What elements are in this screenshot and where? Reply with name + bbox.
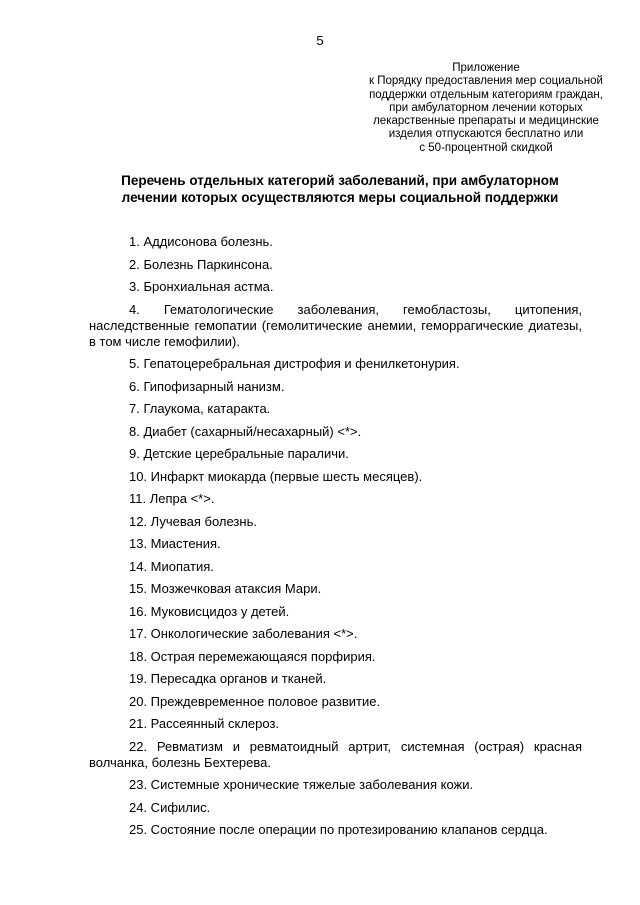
appendix-line: с 50-процентной скидкой — [419, 141, 553, 154]
list-item: 9. Детские церебральные параличи. — [129, 446, 349, 461]
list-item: 3. Бронхиальная астма. — [129, 279, 274, 294]
document-title — [80, 172, 600, 206]
list-item: 18. Острая перемежающаяся порфирия. — [129, 648, 376, 664]
list-item: 17. Онкологические заболевания <*>. — [129, 626, 358, 641]
list-item: 22. Ревматизм и ревматоидный артрит, системная (острая) красная волчанка, болезнь Бехтерева. — [89, 738, 582, 770]
title-line: лечении которых осуществляются меры социальной поддержки — [121, 190, 559, 205]
appendix-line: поддержки отдельным категориям граждан, — [369, 88, 603, 101]
appendix-line: изделия отпускаются бесплатно или — [388, 128, 584, 141]
list-item: 10. Инфаркт миокарда (первые шесть месяцев). — [129, 468, 423, 484]
list-item: 11. Лепра <*>. — [129, 491, 215, 506]
list-item: 8. Диабет (сахарный/несахарный) <*>. — [129, 423, 362, 439]
list-item: 23. Системные хронические тяжелые заболевания кожи. — [129, 777, 474, 792]
list-item: 7. Глаукома, катаракта. — [129, 401, 271, 416]
appendix-line: лекарственные препараты и медицинские — [373, 115, 599, 128]
list-item: 13. Миастения. — [129, 536, 221, 551]
appendix-line: Приложение — [452, 62, 520, 74]
list-item: 19. Пересадка органов и тканей. — [129, 671, 327, 686]
list-item: 24. Сифилис. — [129, 799, 211, 815]
list-item: 14. Миопатия. — [129, 558, 214, 574]
appendix-line: при амбулаторном лечении которых — [389, 101, 583, 114]
list-item: 4. Гематологические заболевания, гемобластозы, цитопения, наследственные гемопатии (гемолитические анемии, геморрагические диатезы, в том числе гемофилии). — [89, 301, 582, 349]
title-line: Перечень отдельных категорий заболеваний, при амбулаторном — [121, 173, 559, 188]
list-item: 16. Муковисцидоз у детей. — [129, 603, 290, 619]
list-item: 2. Болезнь Паркинсона. — [129, 256, 273, 272]
list-item: 21. Рассеянный склероз. — [129, 716, 280, 731]
list-item: 5. Гепатоцеребральная дистрофия и фенилкетонурия. — [129, 356, 460, 371]
list-item: 20. Преждевременное половое развитие. — [129, 693, 381, 709]
disease-list — [89, 234, 582, 845]
list-item: 12. Лучевая болезнь. — [129, 513, 257, 529]
list-item: 1. Аддисонова болезнь. — [129, 234, 273, 249]
appendix-header — [358, 62, 614, 155]
appendix-line: к Порядку предоставления мер социальной — [369, 75, 603, 88]
page-number: 5 — [316, 33, 324, 48]
list-item: 25. Состояние после операции по протезированию клапанов сердца. — [129, 822, 548, 837]
list-item: 6. Гипофизарный нанизм. — [129, 378, 285, 394]
list-item: 15. Мозжечковая атаксия Мари. — [129, 581, 322, 596]
